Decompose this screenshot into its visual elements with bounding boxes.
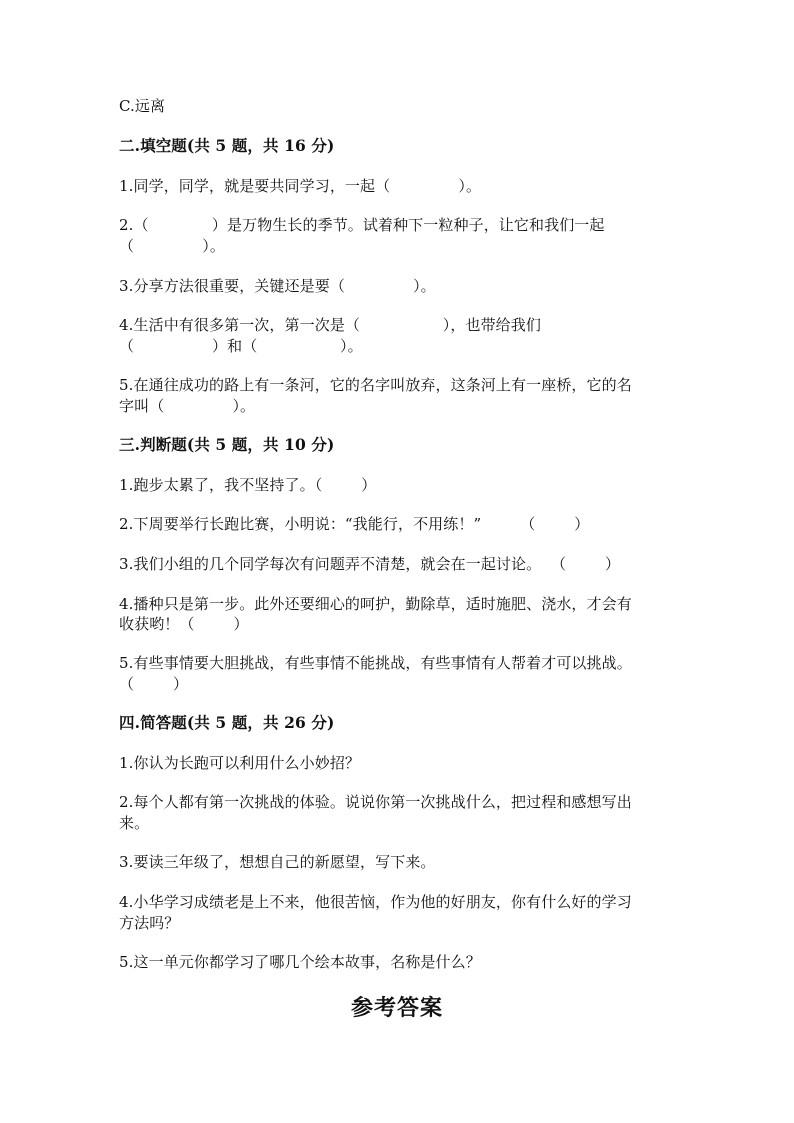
option-c: C.远离 <box>119 97 166 115</box>
fill-question-5-line1: 5.在通往成功的路上有一条河，它的名字叫放弃，这条河上有一座桥，它的名 <box>119 376 632 394</box>
short-question-2-line1: 2.每个人都有第一次挑战的体验。说说你第一次挑战什么，把过程和感想写出 <box>119 793 632 811</box>
fill-question-3: 3.分享方法很重要，关键还是要（ ）。 <box>119 277 436 295</box>
judge-question-5-line1: 5.有些事情要大胆挑战，有些事情不能挑战，有些事情有人帮着才可以挑战。 <box>119 654 632 672</box>
section2-heading: 二.填空题(共 5 题，共 16 分) <box>119 136 335 155</box>
short-question-2-line2: 来。 <box>119 814 150 832</box>
judge-question-4-line1: 4.播种只是第一步。此外还要细心的呵护，勤除草，适时施肥、浇水，才会有 <box>119 595 632 613</box>
short-question-4-line1: 4.小华学习成绩老是上不来，他很苦恼，作为他的好朋友，你有什么好的学习 <box>119 893 632 911</box>
section3-heading: 三.判断题(共 5 题，共 10 分) <box>119 435 335 454</box>
fill-question-5-line2: 字叫（ ）。 <box>119 397 256 415</box>
judge-question-2: 2.下周要举行长跑比赛，小明说：“我能行，不用练！” （ ） <box>119 515 590 533</box>
fill-question-1: 1.同学，同学，就是要共同学习，一起（ ）。 <box>119 177 482 195</box>
short-question-3: 3.要读三年级了，想想自己的新愿望，写下来。 <box>119 853 436 871</box>
short-question-4-line2: 方法吗？ <box>119 914 180 932</box>
fill-question-2-line2: （ ）。 <box>119 237 225 255</box>
fill-question-4-line2: （ ）和（ ）。 <box>119 337 363 355</box>
answer-title: 参考答案 <box>350 995 443 1021</box>
judge-question-4-line2: 收获哟！（ ） <box>119 615 249 633</box>
short-question-5: 5.这一单元你都学习了哪几个绘本故事，名称是什么？ <box>119 953 481 971</box>
fill-question-4-line1: 4.生活中有很多第一次，第一次是（ ），也带给我们 <box>119 316 541 334</box>
fill-question-2-line1: 2.（ ）是万物生长的季节。试着种下一粒种子，让它和我们一起 <box>119 216 605 234</box>
judge-question-1: 1.跑步太累了，我不坚持了。（ ） <box>119 476 377 494</box>
section4-heading: 四.简答题(共 5 题，共 26 分) <box>119 713 335 732</box>
short-question-1: 1.你认为长跑可以利用什么小妙招？ <box>119 754 361 772</box>
judge-question-3: 3.我们小组的几个同学每次有问题弄不清楚，就会在一起讨论。 （ ） <box>119 555 621 573</box>
judge-question-5-line2: （ ） <box>119 675 189 693</box>
